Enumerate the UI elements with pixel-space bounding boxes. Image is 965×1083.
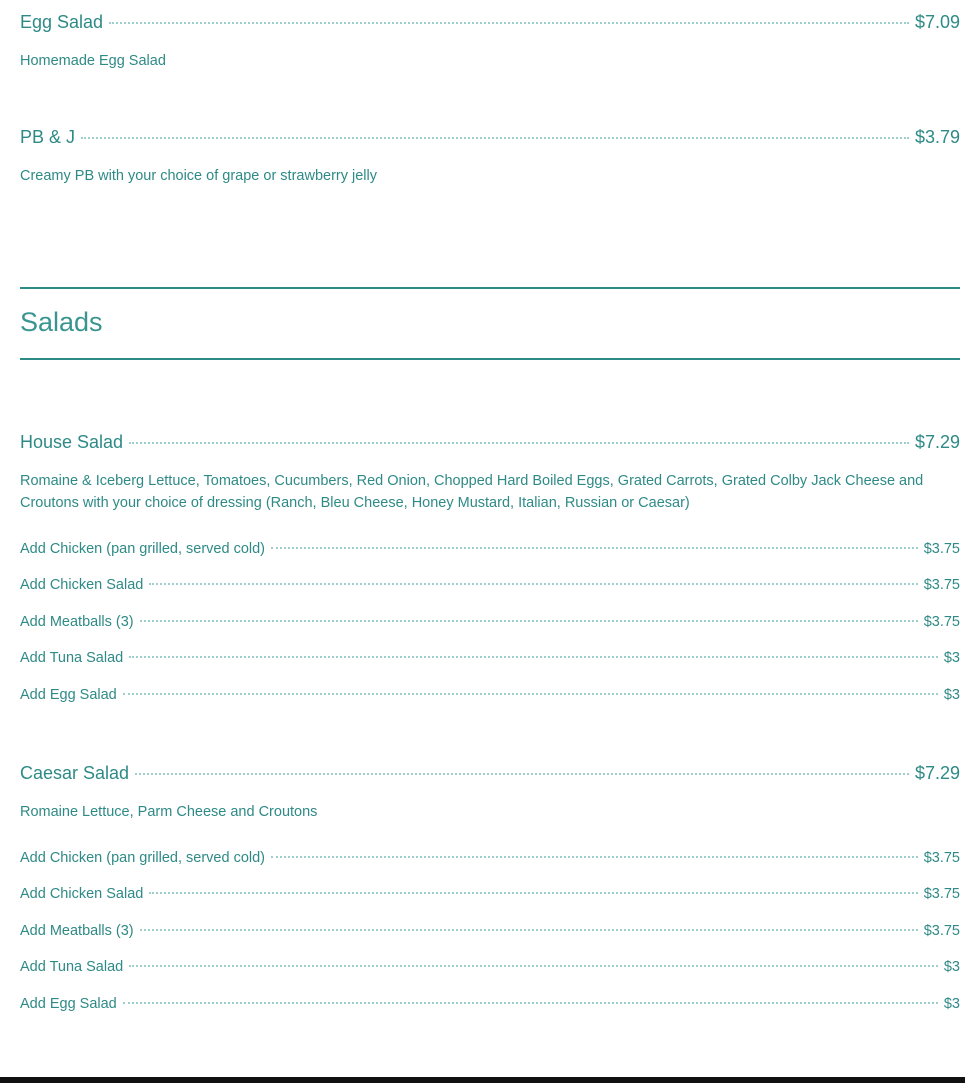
addon-name: Add Chicken Salad: [20, 886, 144, 902]
item-price: $7.29: [914, 763, 960, 783]
section-title: Salads: [20, 307, 103, 337]
item-name: House Salad: [20, 432, 124, 452]
item-price: $3.79: [914, 127, 960, 147]
section-divider-bottom: [20, 358, 960, 360]
addon-price: $3.75: [923, 577, 960, 593]
dot-leader: [149, 583, 917, 585]
addon-row[interactable]: [20, 541, 960, 557]
addon-price: $3.75: [923, 614, 960, 630]
addon-name: Add Meatballs (3): [20, 923, 134, 939]
addon-price: $3: [943, 959, 960, 975]
dot-leader: [109, 22, 909, 24]
item-price: $7.09: [914, 12, 960, 32]
addon-row[interactable]: [20, 886, 960, 902]
dot-leader: [123, 1002, 938, 1004]
dot-leader: [271, 547, 918, 549]
item-name: Caesar Salad: [20, 763, 130, 783]
addon-price: $3.75: [923, 850, 960, 866]
addon-price: $3.75: [923, 541, 960, 557]
dot-leader: [81, 137, 909, 139]
dot-leader: [271, 856, 918, 858]
item-name: PB & J: [20, 127, 76, 147]
menu-item-pb-j[interactable]: [20, 127, 960, 148]
item-description: Creamy PB with your choice of grape or strawberry jelly: [20, 168, 377, 184]
dot-leader: [123, 693, 938, 695]
item-price: $7.29: [914, 432, 960, 452]
section-divider-top: [20, 287, 960, 289]
addon-name: Add Meatballs (3): [20, 614, 134, 630]
dot-leader: [149, 892, 917, 894]
dot-leader: [129, 965, 938, 967]
addon-row[interactable]: [20, 577, 960, 593]
addon-name: Add Chicken Salad: [20, 577, 144, 593]
addon-row[interactable]: [20, 687, 960, 703]
item-name: Egg Salad: [20, 12, 104, 32]
dot-leader: [135, 773, 909, 775]
addon-row[interactable]: [20, 850, 960, 866]
addon-row[interactable]: [20, 959, 960, 975]
addon-price: $3.75: [923, 923, 960, 939]
addon-price: $3.75: [923, 886, 960, 902]
menu-item-caesar-salad[interactable]: [20, 763, 960, 784]
addon-row[interactable]: [20, 923, 960, 939]
item-description: Romaine & Iceberg Lettuce, Tomatoes, Cucumbers, Red Onion, Chopped Hard Boiled Eggs, Grated Carrots, Grated Colby Jack Cheese and Croutons with your choice of dressing (Ranch, Bleu Cheese, Honey Mustard, Italian, Russian or Caesar): [20, 473, 924, 511]
dot-leader: [140, 929, 918, 931]
addon-name: Add Egg Salad: [20, 996, 117, 1012]
addon-price: $3: [943, 650, 960, 666]
addon-name: Add Egg Salad: [20, 687, 117, 703]
addon-name: Add Chicken (pan grilled, served cold): [20, 850, 266, 866]
addon-price: $3: [943, 687, 960, 703]
addon-name: Add Tuna Salad: [20, 959, 124, 975]
addon-name: Add Chicken (pan grilled, served cold): [20, 541, 266, 557]
item-description: Homemade Egg Salad: [20, 53, 166, 69]
addon-row[interactable]: [20, 650, 960, 666]
addon-row[interactable]: [20, 614, 960, 630]
item-description: Romaine Lettuce, Parm Cheese and Croutons: [20, 804, 318, 820]
menu-item-house-salad[interactable]: [20, 432, 960, 453]
addon-price: $3: [943, 996, 960, 1012]
dot-leader: [129, 656, 938, 658]
footer-bar: [0, 1077, 965, 1083]
dot-leader: [129, 442, 909, 444]
addon-name: Add Tuna Salad: [20, 650, 124, 666]
addon-row[interactable]: [20, 996, 960, 1012]
menu-item-egg-salad[interactable]: [20, 12, 960, 33]
dot-leader: [140, 620, 918, 622]
